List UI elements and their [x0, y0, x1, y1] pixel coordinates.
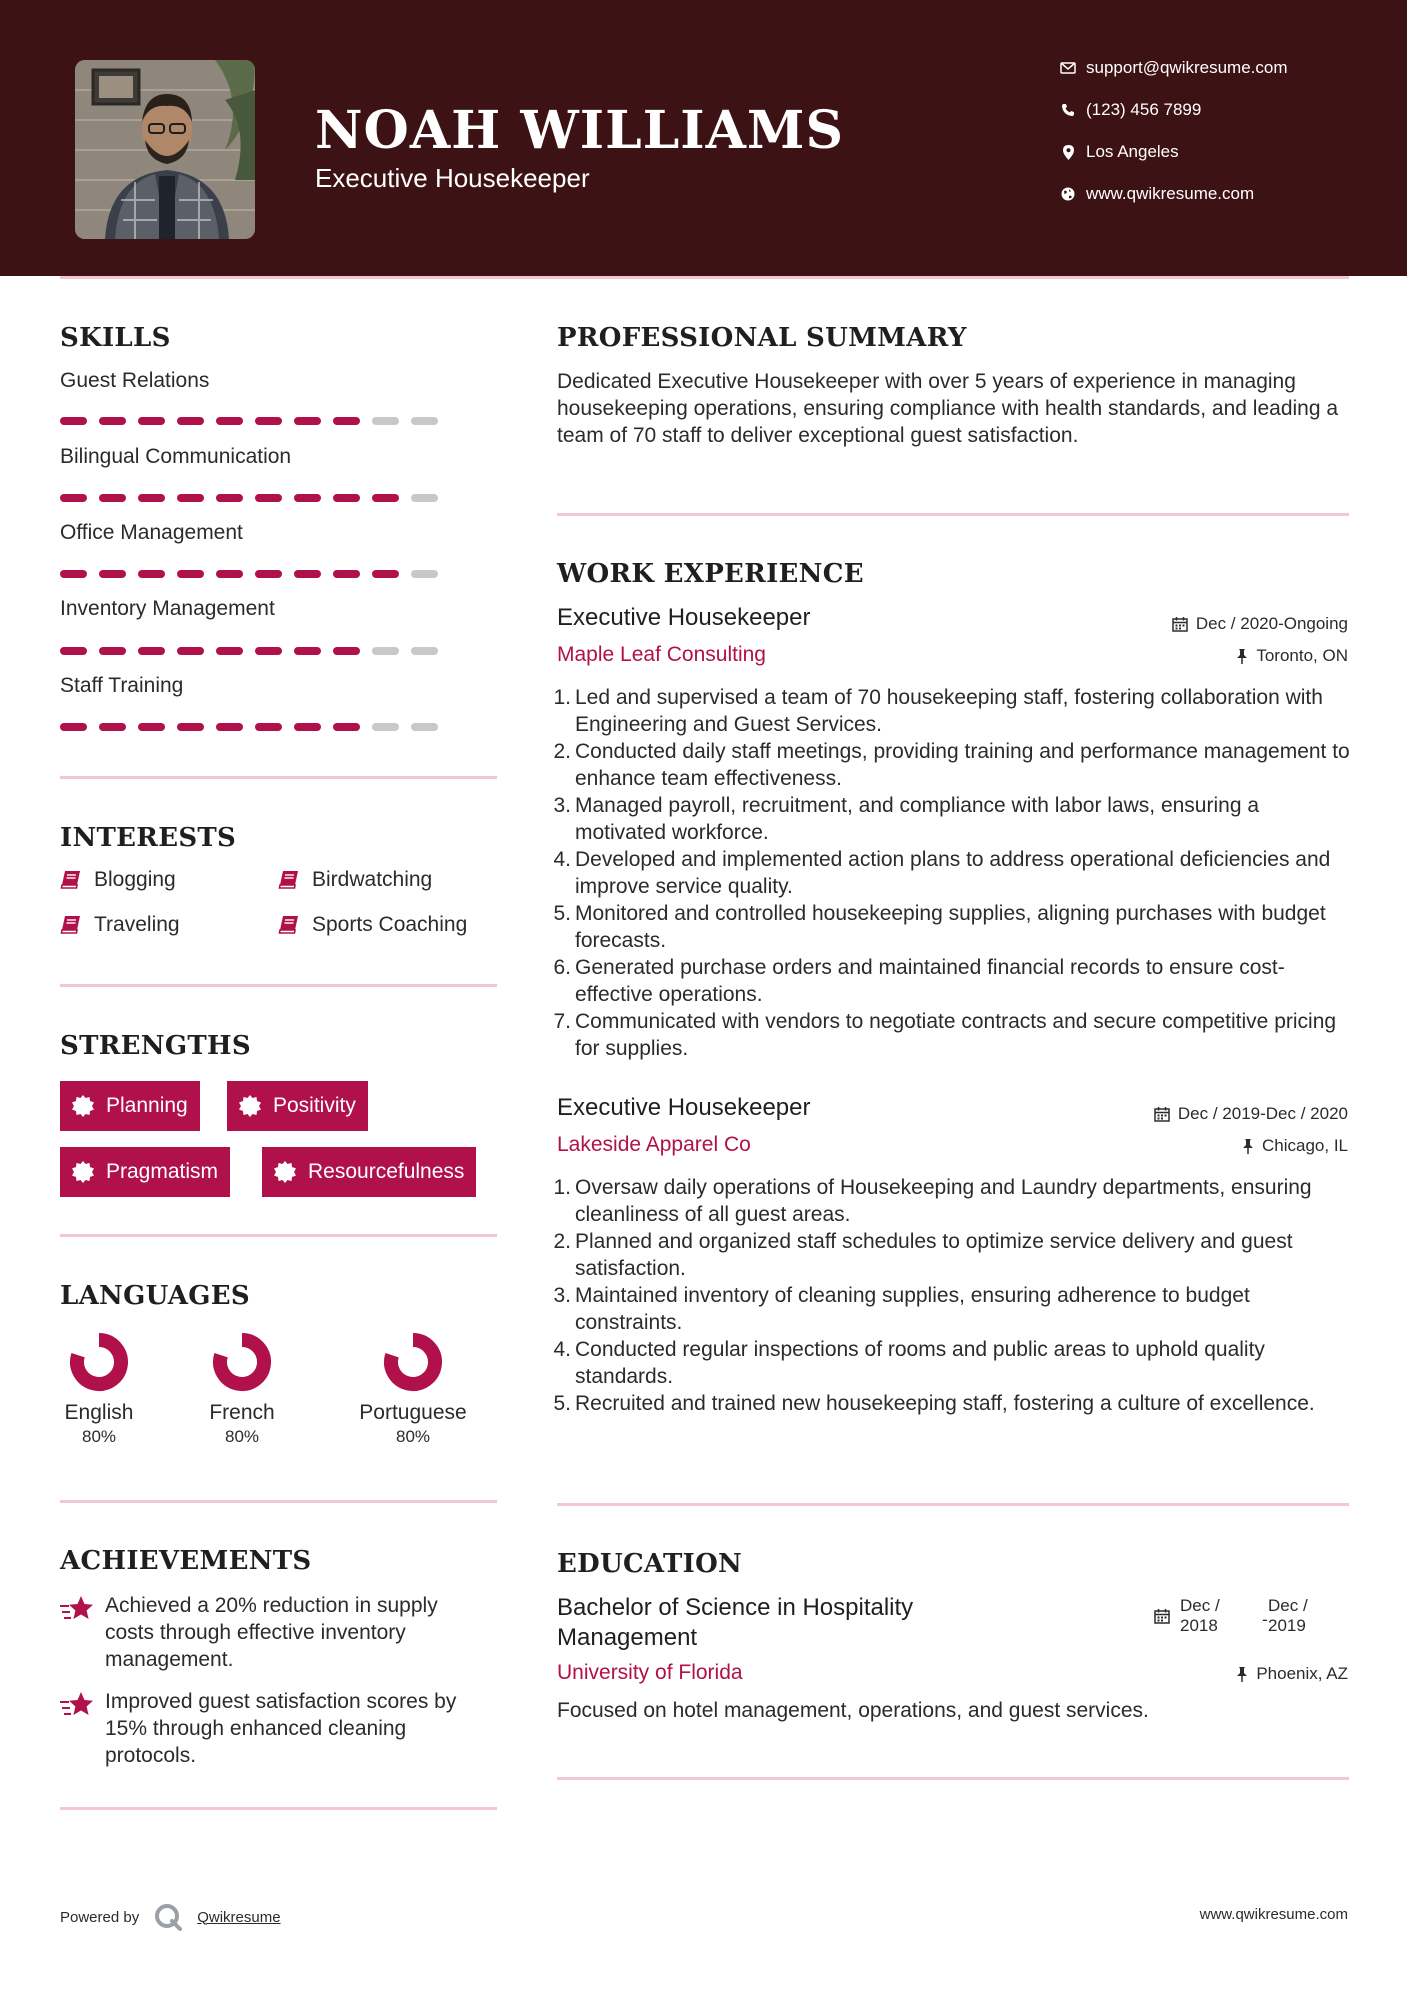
- skill-level-bar: [60, 570, 438, 578]
- skill-dash-empty: [411, 647, 438, 655]
- job-responsibilities: [550, 1174, 1350, 1417]
- skills-heading: SKILLS: [60, 323, 171, 353]
- skill-dash-filled: [255, 570, 282, 578]
- responsibility-text: Monitored and controlled housekeeping supplies, aligning purchases with budget forecasts.: [575, 902, 1326, 952]
- book-icon: [278, 915, 300, 935]
- skill-dash-empty: [411, 723, 438, 731]
- calendar-icon: [1172, 616, 1188, 632]
- school-name: University of Florida: [557, 1661, 743, 1684]
- skill-dash-filled: [333, 570, 360, 578]
- skill-dash-empty: [372, 417, 399, 425]
- powered-by-label: Powered by: [60, 1908, 140, 1926]
- achievement-text: Achieved a 20% reduction in supply costs through effective inventory management.: [105, 1594, 438, 1671]
- language-percent: 80%: [224, 1427, 260, 1446]
- footer-url[interactable]: www.qwikresume.com: [1199, 1906, 1348, 1923]
- star-icon: [60, 1594, 94, 1624]
- resume-header: [0, 0, 1407, 276]
- contact-email-text: support@qwikresume.com: [1086, 58, 1288, 77]
- job-dates-text: Dec / 2020-Ongoing: [1195, 614, 1348, 633]
- interests-heading: INTERESTS: [60, 823, 237, 853]
- list-item: 2. Conducted daily staff meetings, providing training and performance management to enhance team effectiveness.: [553, 740, 1350, 790]
- contact-location: [1050, 142, 1179, 162]
- skill-dash-filled: [372, 570, 399, 578]
- globe-icon: [1050, 187, 1086, 201]
- skill-dash-filled: [216, 417, 243, 425]
- skill-dash-filled: [294, 417, 321, 425]
- responsibility-text: Generated purchase orders and maintained financial records to ensure cost-effective operations.: [575, 956, 1285, 1006]
- skill-dash-filled: [138, 723, 165, 731]
- responsibility-text: Planned and organized staff schedules to optimize service delivery and guest satisfaction.: [575, 1230, 1293, 1280]
- badge-icon: [274, 1161, 296, 1183]
- skill-dash-filled: [138, 417, 165, 425]
- skill-dash-filled: [60, 570, 87, 578]
- education-end-year: 2019: [1268, 1616, 1306, 1635]
- job-title: Executive Housekeeper: [557, 604, 811, 631]
- section-divider: [60, 1500, 497, 1503]
- education-start-year: 2018: [1180, 1616, 1218, 1635]
- skill-dash-filled: [255, 723, 282, 731]
- skill-level-bar: [60, 647, 438, 655]
- pushpin-icon: [1242, 1138, 1254, 1154]
- skill-dash-filled: [60, 723, 87, 731]
- skill-level-bar: [60, 494, 438, 502]
- language-item: [338, 1331, 488, 1447]
- skill-dash-filled: [99, 647, 126, 655]
- skill-dash-filled: [216, 570, 243, 578]
- education-heading: EDUCATION: [557, 1549, 743, 1579]
- skill-dash-filled: [138, 494, 165, 502]
- contact-website[interactable]: [1050, 184, 1254, 204]
- achievement-item: [60, 1592, 490, 1673]
- responsibility-text: Conducted regular inspections of rooms and public areas to uphold quality standards.: [575, 1338, 1265, 1388]
- language-proficiency-arc: [391, 1340, 435, 1384]
- pushpin-icon: [1236, 648, 1248, 664]
- responsibility-text: Managed payroll, recruitment, and compliance with labor laws, ensuring a motivated workforce.: [575, 794, 1260, 844]
- section-divider: [60, 776, 497, 779]
- badge-icon: [72, 1161, 94, 1183]
- list-item: 3. Maintained inventory of cleaning supplies, ensuring adherence to budget constraints.: [550, 1282, 1350, 1336]
- list-item: 4. Developed and implemented action plans to address operational deficiencies and improve service quality.: [550, 846, 1350, 900]
- header-divider: [60, 276, 1349, 279]
- strengths-heading: STRENGTHS: [60, 1031, 251, 1061]
- job-company: Maple Leaf Consulting: [557, 643, 766, 666]
- skill-dash-filled: [333, 723, 360, 731]
- job-dates-text: Dec / 2019-Dec / 2020: [1177, 1104, 1348, 1123]
- footer-powered-by: [60, 1902, 281, 1932]
- interest-label: Birdwatching: [312, 868, 433, 891]
- strength-label: Resourcefulness: [308, 1160, 465, 1183]
- strength-label: Positivity: [273, 1094, 356, 1117]
- interest-item: [60, 913, 180, 937]
- skill-dash-filled: [177, 570, 204, 578]
- envelope-icon: [1050, 62, 1086, 74]
- list-item: 6. Generated purchase orders and maintained financial records to ensure cost-effective operations.: [550, 954, 1350, 1008]
- skill-dash-filled: [216, 494, 243, 502]
- responsibility-text: Maintained inventory of cleaning supplies, ensuring adherence to budget constraints.: [575, 1284, 1250, 1334]
- language-proficiency-ring: [211, 1331, 273, 1393]
- calendar-icon: [1154, 1106, 1170, 1122]
- list-item: 3. Managed payroll, recruitment, and compliance with labor laws, ensuring a motivated workforce.: [550, 792, 1350, 846]
- skill-level-bar: [60, 723, 438, 731]
- language-percent: 80%: [81, 1427, 117, 1446]
- skill-dash-filled: [60, 494, 87, 502]
- language-percent: 80%: [395, 1427, 431, 1446]
- skill-dash-filled: [177, 494, 204, 502]
- interest-label: Blogging: [94, 868, 176, 891]
- section-divider: [557, 1503, 1349, 1506]
- skill-dash-filled: [138, 647, 165, 655]
- achievements-heading: ACHIEVEMENTS: [60, 1546, 312, 1576]
- skill-dash-filled: [177, 723, 204, 731]
- responsibility-text: Oversaw daily operations of Housekeeping and Laundry departments, ensuring cleanliness of all guest areas.: [575, 1176, 1312, 1226]
- strength-tag: [262, 1147, 476, 1197]
- list-item: 1. Oversaw daily operations of Housekeeping and Laundry departments, ensuring cleanliness of all guest areas.: [550, 1174, 1350, 1228]
- strength-label: Planning: [106, 1094, 188, 1117]
- job-location: [1242, 1136, 1348, 1156]
- job-dates: [1154, 1104, 1348, 1124]
- skill-dash-filled: [99, 494, 126, 502]
- profile-photo: [75, 60, 255, 239]
- location-pin-icon: [1050, 145, 1086, 160]
- strength-tag: [227, 1081, 368, 1131]
- education-start-month: Dec /: [1180, 1596, 1220, 1615]
- strength-tag: [60, 1147, 230, 1197]
- job-title: Executive Housekeeper: [557, 1094, 811, 1121]
- section-divider: [60, 1807, 497, 1810]
- skill-dash-filled: [99, 723, 126, 731]
- skill-dash-filled: [99, 417, 126, 425]
- section-divider: [60, 984, 497, 987]
- skill-dash-filled: [333, 417, 360, 425]
- education-location: [1236, 1664, 1348, 1684]
- qwikresume-link[interactable]: Qwikresume: [197, 1908, 281, 1926]
- skill-name: Bilingual Communication: [60, 445, 292, 468]
- skill-dash-filled: [333, 494, 360, 502]
- badge-icon: [72, 1095, 94, 1117]
- book-icon: [278, 870, 300, 890]
- education-date-dash: -: [1262, 1610, 1268, 1629]
- skill-dash-empty: [411, 494, 438, 502]
- interest-item: [278, 913, 467, 937]
- achievement-item: [60, 1688, 490, 1769]
- skill-name: Guest Relations: [60, 369, 210, 392]
- education-description: Focused on hotel management, operations, and guest services.: [557, 1699, 1149, 1722]
- language-proficiency-arc: [220, 1340, 264, 1384]
- skill-dash-filled: [60, 647, 87, 655]
- responsibility-text: Developed and implemented action plans to address operational deficiencies and improve service quality.: [575, 848, 1331, 898]
- section-divider: [557, 513, 1349, 516]
- degree-title-continued: Management: [557, 1624, 698, 1651]
- list-item: 4. Conducted regular inspections of rooms and public areas to uphold quality standards.: [550, 1336, 1350, 1390]
- qwikresume-logo-icon: [153, 1902, 183, 1932]
- summary-heading: PROFESSIONAL SUMMARY: [557, 323, 967, 353]
- skill-dash-filled: [294, 647, 321, 655]
- skill-name: Staff Training: [60, 674, 184, 697]
- skill-level-bar: [60, 417, 438, 425]
- interest-label: Traveling: [94, 913, 180, 936]
- job-location-text: Chicago, IL: [1262, 1136, 1348, 1155]
- skill-dash-filled: [99, 570, 126, 578]
- list-item: 1. Led and supervised a team of 70 housekeeping staff, fostering collaboration with Engineering and Guest Services.: [550, 684, 1350, 738]
- language-name: English: [64, 1401, 134, 1424]
- skill-dash-filled: [255, 494, 282, 502]
- education-end-month: Dec /: [1268, 1596, 1308, 1615]
- badge-icon: [239, 1095, 261, 1117]
- candidate-title: Executive Housekeeper: [315, 163, 590, 193]
- language-proficiency-arc: [77, 1340, 121, 1384]
- contact-phone[interactable]: [1050, 100, 1201, 120]
- section-divider: [60, 1234, 497, 1237]
- responsibility-text: Communicated with vendors to negotiate contracts and secure competitive pricing for supplies.: [575, 1010, 1337, 1060]
- contact-location-text: Los Angeles: [1086, 142, 1179, 161]
- skill-dash-filled: [294, 570, 321, 578]
- skill-dash-filled: [177, 417, 204, 425]
- skill-dash-empty: [411, 570, 438, 578]
- responsibility-text: Led and supervised a team of 70 housekeeping staff, fostering collaboration with Engineering and Guest Services.: [575, 686, 1323, 736]
- summary-text: Dedicated Executive Housekeeper with over 5 years of experience in managing housekeeping operations, ensuring compliance with health standards, and leading a team of 70 staff to deliver exceptional guest satisfaction.: [557, 370, 1339, 447]
- skill-dash-filled: [60, 417, 87, 425]
- responsibility-text: Recruited and trained new housekeeping staff, fostering a culture of excellence.: [575, 1392, 1315, 1415]
- language-item: [24, 1331, 174, 1447]
- skill-dash-empty: [411, 417, 438, 425]
- language-proficiency-ring: [68, 1331, 130, 1393]
- interest-item: [278, 868, 432, 892]
- job-location-text: Toronto, ON: [1256, 646, 1348, 665]
- experience-heading: WORK EXPERIENCE: [557, 559, 864, 589]
- phone-icon: [1050, 103, 1086, 117]
- language-item: [167, 1331, 317, 1447]
- skill-dash-filled: [372, 494, 399, 502]
- responsibility-text: Conducted daily staff meetings, providing training and performance management to enhance team effectiveness.: [575, 740, 1350, 790]
- interest-item: [60, 868, 176, 892]
- strength-label: Pragmatism: [106, 1160, 219, 1183]
- skill-name: Inventory Management: [60, 597, 275, 620]
- skill-dash-filled: [216, 647, 243, 655]
- profile-photo-illustration: [75, 60, 255, 239]
- calendar-icon: [1154, 1608, 1170, 1624]
- skill-dash-filled: [177, 647, 204, 655]
- contact-website-text: www.qwikresume.com: [1086, 184, 1255, 203]
- skill-dash-filled: [294, 494, 321, 502]
- book-icon: [60, 915, 82, 935]
- list-item: 7. Communicated with vendors to negotiate contracts and secure competitive pricing for supplies.: [550, 1008, 1350, 1062]
- list-item: 5. Recruited and trained new housekeeping staff, fostering a culture of excellence.: [553, 1392, 1315, 1415]
- job-dates: [1172, 614, 1348, 634]
- skill-dash-filled: [294, 723, 321, 731]
- degree-title: Bachelor of Science in Hospitality: [557, 1594, 914, 1621]
- skill-name: Office Management: [60, 521, 243, 544]
- education-location-text: Phoenix, AZ: [1256, 1664, 1348, 1683]
- list-item: 5. Monitored and controlled housekeeping supplies, aligning purchases with budget forecasts.: [550, 900, 1350, 954]
- skill-dash-empty: [372, 723, 399, 731]
- languages-heading: LANGUAGES: [60, 1281, 250, 1311]
- language-name: French: [209, 1401, 275, 1424]
- candidate-name: NOAH WILLIAMS: [315, 100, 845, 161]
- star-icon: [60, 1690, 94, 1720]
- contact-email[interactable]: [1050, 58, 1288, 78]
- skill-dash-filled: [216, 723, 243, 731]
- language-name: Portuguese: [359, 1401, 467, 1424]
- language-proficiency-ring: [382, 1331, 444, 1393]
- contact-phone-text: (123) 456 7899: [1086, 100, 1202, 119]
- education-dates: [1154, 1596, 1349, 1640]
- book-icon: [60, 870, 82, 890]
- interest-label: Sports Coaching: [312, 913, 468, 936]
- achievement-text: Improved guest satisfaction scores by 15% through enhanced cleaning protocols.: [105, 1690, 457, 1767]
- job-location: [1236, 646, 1348, 666]
- skill-dash-filled: [255, 417, 282, 425]
- list-item: 2. Planned and organized staff schedules to optimize service delivery and guest satisfaction.: [550, 1228, 1350, 1282]
- skill-dash-filled: [333, 647, 360, 655]
- strength-tag: [60, 1081, 200, 1131]
- section-divider: [557, 1777, 1349, 1780]
- skill-dash-empty: [372, 647, 399, 655]
- job-company: Lakeside Apparel Co: [557, 1133, 751, 1156]
- pushpin-icon: [1236, 1666, 1248, 1682]
- job-responsibilities: [550, 684, 1350, 1062]
- skill-dash-filled: [255, 647, 282, 655]
- skill-dash-filled: [138, 570, 165, 578]
